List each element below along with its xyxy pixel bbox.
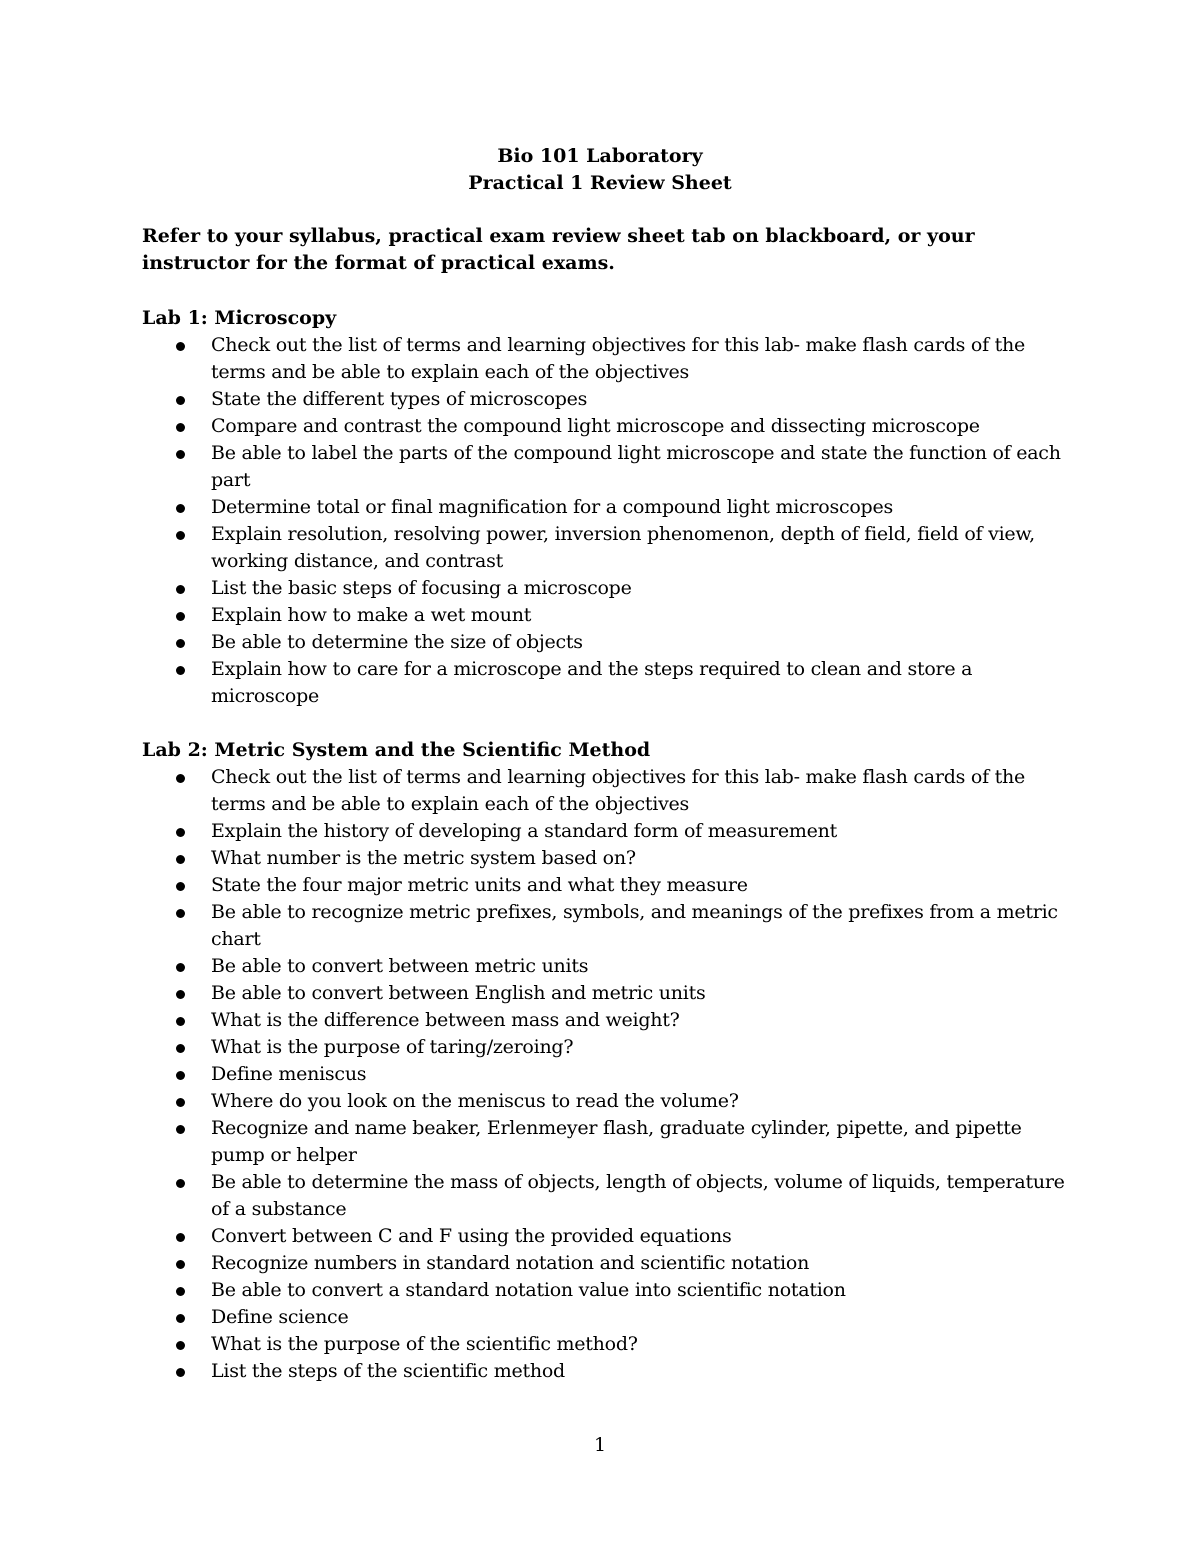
bullet-icon [176, 990, 185, 999]
list-item-text: Where do you look on the meniscus to read the volume? [211, 1090, 739, 1112]
list-item-text: Compare and contrast the compound light microscope and dissecting microscope [211, 415, 980, 437]
title-block [0, 143, 1200, 197]
list-item-text: Be able to convert between metric units [211, 955, 589, 977]
document-title: Bio 101 Laboratory [497, 145, 703, 167]
bullet-icon [176, 1341, 185, 1350]
bullet-icon [176, 585, 185, 594]
bullet-icon [176, 504, 185, 513]
list-item-text: Determine total or final magnification for a compound light microscopes [211, 496, 893, 518]
bullet-icon [176, 612, 185, 621]
bullet-icon [176, 909, 185, 918]
list-item-text: Explain the history of developing a standard form of measurement [211, 820, 837, 842]
list-item-text: State the different types of microscopes [211, 388, 588, 410]
bullet-icon [176, 1179, 185, 1188]
bullet-icon [176, 1017, 185, 1026]
list-item-text: Check out the list of terms and learning objectives for this lab- make flash cards of the terms and be able to explain each of the objectives [211, 766, 1026, 815]
bullet-icon [176, 1098, 185, 1107]
bullet-icon [176, 828, 185, 837]
intro-paragraph: Refer to your syllabus, practical exam review sheet tab on blackboard, or your instructor for the format of practical exams. [142, 225, 975, 274]
list-item [142, 1304, 1072, 1331]
page-number: 1 [593, 1434, 607, 1456]
list-item [142, 980, 1072, 1007]
list-item-text: Be able to determine the mass of objects, length of objects, volume of liquids, temperature of a substance [211, 1171, 1065, 1220]
list-item-text: Be able to recognize metric prefixes, symbols, and meanings of the prefixes from a metric chart [211, 901, 1058, 950]
list-item [142, 629, 1072, 656]
section-lab-2 [142, 737, 1072, 1385]
bullet-icon [176, 1233, 185, 1242]
list-item [142, 1169, 1072, 1223]
section-heading: Lab 2: Metric System and the Scientific Method [142, 739, 651, 761]
list-item-text: Define science [211, 1306, 349, 1328]
bullet-icon [176, 666, 185, 675]
bullet-icon [176, 639, 185, 648]
section-heading: Lab 1: Microscopy [142, 307, 337, 329]
list-item-text: Be able to determine the size of objects [211, 631, 583, 653]
bullet-icon [176, 1125, 185, 1134]
list-item [142, 845, 1072, 872]
bullet-icon [176, 1287, 185, 1296]
list-item [142, 953, 1072, 980]
list-item-text: Explain how to care for a microscope and the steps required to clean and store a microscope [211, 658, 973, 707]
bullet-icon [176, 882, 185, 891]
list-item [142, 1034, 1072, 1061]
list-item [142, 575, 1072, 602]
list-item-text: Be able to convert a standard notation value into scientific notation [211, 1279, 846, 1301]
list-item-text: Check out the list of terms and learning objectives for this lab- make flash cards of the terms and be able to explain each of the objectives [211, 334, 1026, 383]
list-item [142, 386, 1072, 413]
list-item [142, 494, 1072, 521]
bullet-icon [176, 1314, 185, 1323]
list-item [142, 1223, 1072, 1250]
bullet-icon [176, 423, 185, 432]
bullet-icon [176, 855, 185, 864]
list-item [142, 1007, 1072, 1034]
list-item [142, 521, 1072, 575]
list-item [142, 818, 1072, 845]
list-item-text: Define meniscus [211, 1063, 367, 1085]
list-item-text: List the basic steps of focusing a microscope [211, 577, 632, 599]
list-item-text: What number is the metric system based on? [211, 847, 636, 869]
list-item [142, 1061, 1072, 1088]
list-item [142, 1331, 1072, 1358]
list-item-text: List the steps of the scientific method [211, 1360, 565, 1382]
list-item [142, 602, 1072, 629]
list-item-text: Recognize and name beaker, Erlenmeyer flash, graduate cylinder, pipette, and pipette pump or helper [211, 1117, 1022, 1166]
list-item [142, 1088, 1072, 1115]
bullet-list [142, 332, 1072, 710]
list-item [142, 332, 1072, 386]
list-item [142, 764, 1072, 818]
list-item [142, 656, 1072, 710]
list-item-text: State the four major metric units and what they measure [211, 874, 748, 896]
bullet-icon [176, 531, 185, 540]
list-item [142, 1277, 1072, 1304]
list-item [142, 1250, 1072, 1277]
list-item [142, 899, 1072, 953]
section-lab-1 [142, 305, 1072, 710]
bullet-icon [176, 1044, 185, 1053]
list-item [142, 413, 1072, 440]
bullet-icon [176, 963, 185, 972]
list-item-text: Be able to convert between English and metric units [211, 982, 706, 1004]
list-item [142, 440, 1072, 494]
bullet-icon [176, 1071, 185, 1080]
list-item [142, 1358, 1072, 1385]
list-item-text: What is the difference between mass and weight? [211, 1009, 680, 1031]
bullet-icon [176, 1368, 185, 1377]
document-subtitle: Practical 1 Review Sheet [468, 172, 732, 194]
bullet-icon [176, 396, 185, 405]
bullet-icon [176, 342, 185, 351]
list-item-text: What is the purpose of the scientific method? [211, 1333, 638, 1355]
list-item [142, 1115, 1072, 1169]
list-item-text: Explain resolution, resolving power, inversion phenomenon, depth of field, field of view, working distance, and contrast [211, 523, 1035, 572]
bullet-list [142, 764, 1072, 1385]
list-item-text: Be able to label the parts of the compound light microscope and state the function of each part [211, 442, 1061, 491]
bullet-icon [176, 450, 185, 459]
bullet-icon [176, 1260, 185, 1269]
list-item [142, 872, 1072, 899]
list-item-text: Recognize numbers in standard notation and scientific notation [211, 1252, 810, 1274]
list-item-text: Explain how to make a wet mount [211, 604, 532, 626]
list-item-text: Convert between C and F using the provided equations [211, 1225, 732, 1247]
bullet-icon [176, 774, 185, 783]
list-item-text: What is the purpose of taring/zeroing? [211, 1036, 574, 1058]
